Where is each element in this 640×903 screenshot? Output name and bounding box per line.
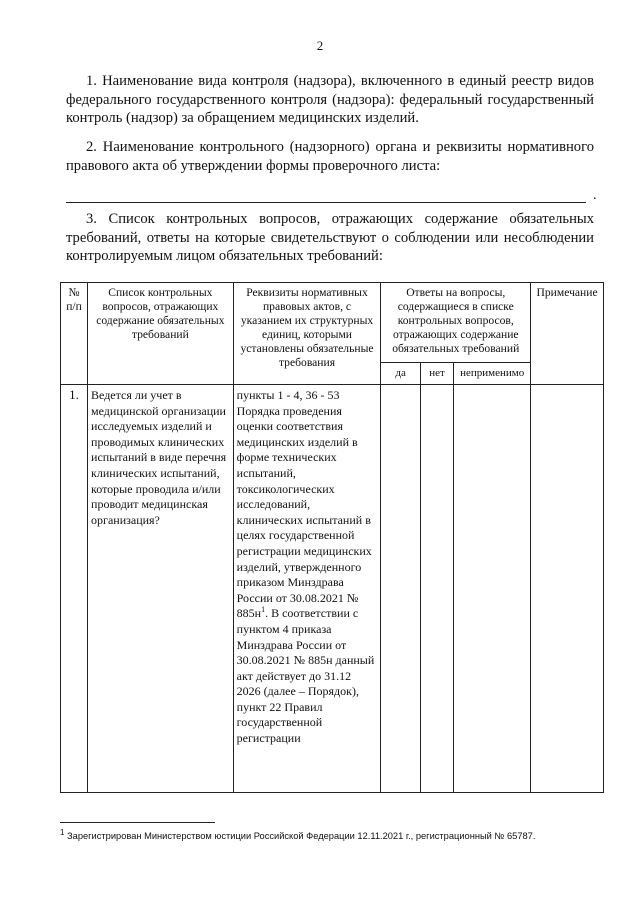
row-requisites-part-a: пункты 1 - 4, 36 - 53 Порядка проведения оценки соответствия медицинских изделий в форме технических испытаний, токсикологических исследований, клинических испытаний в целях государственной регистрации медицинских изделий, утвержденного приказом Минздрава России от 30.08.2021 № 885н: [236, 388, 372, 621]
footnote-reference: 1: [261, 605, 266, 615]
paragraph-authority: [66, 138, 594, 175]
fill-in-line: [66, 202, 586, 203]
checklist-table: [60, 282, 604, 793]
footnote-mark: 1: [60, 827, 65, 837]
answer-no-cell[interactable]: [420, 385, 453, 793]
header-question: Список контрольных вопросов, отражающих содержание обязательных требований: [88, 283, 234, 385]
paragraph-question-list: [66, 210, 594, 266]
footnote-separator: [60, 822, 215, 823]
paragraph-authority-text: 2. Наименование контрольного (надзорного) органа и реквизиты нормативного правового акта об утверждении формы проверочного листа:: [66, 139, 594, 174]
row-question: Ведется ли учет в медицинской организации исследуемых изделий и проводимых клинических испытаний в виде перечня клинических испытаний, которые проводила и/или проводит медицинская организация?: [88, 385, 234, 793]
footnote-text: Зарегистрирован Министерством юстиции Российской Федерации 12.11.2021 г., регистрационный № 65787.: [64, 831, 536, 841]
row-requisites: [233, 385, 381, 793]
header-yes: да: [381, 363, 421, 385]
fill-in-dot: .: [593, 188, 597, 203]
paragraph-control-type: [66, 72, 594, 128]
table-row: [61, 385, 604, 793]
page-number: 2: [316, 38, 324, 53]
note-cell[interactable]: [531, 385, 604, 793]
header-not-applicable: неприменимо: [454, 363, 531, 385]
header-requisites: Реквизиты нормативных правовых актов, с указанием их структурных единиц, которыми установлены обязательные требования: [233, 283, 381, 385]
answer-yes-cell[interactable]: [381, 385, 421, 793]
footnote: [60, 827, 620, 841]
header-note: Примечание: [531, 283, 604, 385]
answer-not-applicable-cell[interactable]: [454, 385, 531, 793]
row-number: 1.: [61, 385, 88, 793]
header-num: № п/п: [61, 283, 88, 385]
row-requisites-part-b: . В соответствии с пунктом 4 приказа Минздрава России от 30.08.2021 № 885н данный акт действует до 31.12 2026 (далее – Порядок), пункт 22 Правил государственной регистрации: [236, 606, 375, 746]
paragraph-control-type-text: 1. Наименование вида контроля (надзора), включенного в единый реестр видов федерального государственного контроля (надзора): федеральный государственный контроль (надзор) за обращением медицинских изделий.: [66, 73, 594, 126]
header-no: нет: [420, 363, 453, 385]
paragraph-question-list-text: 3. Список контрольных вопросов, отражающих содержание обязательных требований, ответы на которые свидетельствуют о соблюдении или несоблюдении контролируемым лицом обязательных требований:: [66, 211, 594, 264]
header-answers: Ответы на вопросы, содержащиеся в списке контрольных вопросов, отражающих содержание обязательных требований: [381, 283, 531, 363]
